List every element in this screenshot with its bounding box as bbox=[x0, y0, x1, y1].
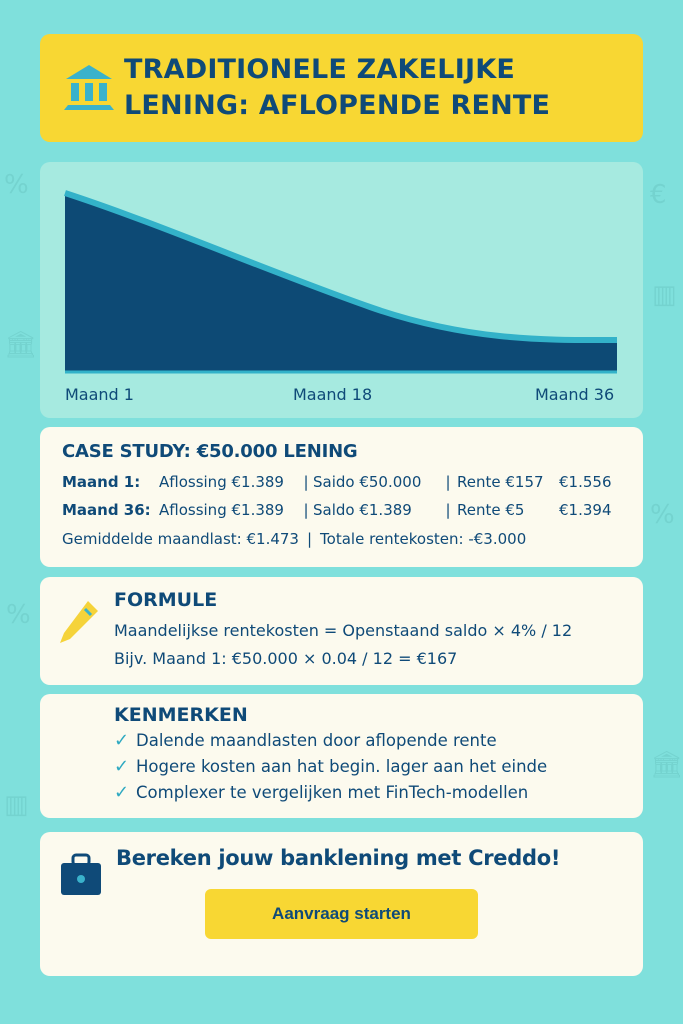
total-interest-cost: Totale rentekosten: -€3.000 bbox=[320, 530, 527, 548]
saldo-value: Saido €50.000 bbox=[313, 473, 422, 491]
separator: | bbox=[303, 473, 309, 491]
row-label: Maand 1: bbox=[62, 473, 141, 491]
case-row-month-36 bbox=[62, 496, 643, 524]
average-monthly-cost: Gemiddelde maandlast: €1.473 bbox=[62, 530, 299, 548]
background-decoration-icon: ▥ bbox=[4, 790, 29, 820]
x-tick-label: Maand 36 bbox=[535, 385, 615, 404]
pencil-icon bbox=[58, 599, 100, 645]
separator: | bbox=[445, 501, 451, 519]
cta-card bbox=[40, 832, 643, 976]
formula-line: Maandelijkse rentekosten = Openstaand saldo × 4% / 12 bbox=[114, 621, 573, 640]
rente-value: Rente €5 bbox=[457, 501, 525, 519]
feature-text: Complexer te vergelijken met FinTech-modellen bbox=[136, 783, 529, 802]
check-icon: ✓ bbox=[114, 756, 130, 777]
aflossing-value: Aflossing €1.389 bbox=[159, 501, 284, 519]
formula-example: Bijv. Maand 1: €50.000 × 0.04 / 12 = €167 bbox=[114, 649, 458, 668]
area-chart bbox=[40, 162, 643, 418]
case-summary bbox=[62, 524, 643, 554]
background-decoration-icon: % bbox=[6, 600, 31, 630]
total-value: €1.556 bbox=[559, 473, 612, 491]
start-application-button[interactable]: Aanvraag starten bbox=[205, 889, 478, 939]
check-icon: ✓ bbox=[114, 782, 130, 803]
title-line-1: TRADITIONELE ZAKELIJKE bbox=[124, 54, 515, 85]
row-label: Maand 36: bbox=[62, 501, 151, 519]
background-decoration-icon: % bbox=[650, 500, 675, 530]
feature-text: Dalende maandlasten door aflopende rente bbox=[136, 731, 497, 750]
rente-value: Rente €157 bbox=[457, 473, 544, 491]
feature-text: Hogere kosten aan hat begin. lager aan het einde bbox=[136, 757, 548, 776]
total-value: €1.394 bbox=[559, 501, 612, 519]
briefcase-icon bbox=[60, 852, 102, 896]
formula-card bbox=[40, 577, 643, 685]
formula-title: FORMULE bbox=[114, 589, 218, 611]
header-banner bbox=[40, 34, 643, 142]
case-study-card bbox=[40, 427, 643, 567]
case-row-month-1 bbox=[62, 468, 643, 496]
check-icon: ✓ bbox=[114, 730, 130, 751]
page-title bbox=[124, 52, 550, 124]
background-decoration-icon: % bbox=[4, 170, 29, 200]
aflossing-value: Aflossing €1.389 bbox=[159, 473, 284, 491]
feature-item bbox=[114, 754, 547, 780]
feature-item bbox=[114, 780, 547, 806]
separator: | bbox=[306, 530, 313, 548]
x-tick-label: Maand 1 bbox=[65, 385, 134, 404]
feature-item bbox=[114, 728, 547, 754]
case-study-title: CASE STUDY: €50.000 LENING bbox=[62, 441, 358, 462]
chart-area-plot bbox=[40, 162, 643, 418]
title-line-2: LENING: AFLOPENDE RENTE bbox=[124, 90, 551, 121]
separator: | bbox=[445, 473, 451, 491]
cta-title: Bereken jouw banklening met Creddo! bbox=[116, 846, 561, 870]
background-decoration-icon: 🏛 bbox=[650, 750, 683, 780]
features-card bbox=[40, 694, 643, 818]
background-decoration-icon: ▥ bbox=[652, 280, 677, 310]
separator: | bbox=[303, 501, 309, 519]
x-tick-label: Maand 18 bbox=[293, 385, 373, 404]
background-decoration-icon: € bbox=[650, 180, 667, 210]
bank-icon bbox=[62, 61, 116, 115]
saldo-value: Saldo €1.389 bbox=[313, 501, 412, 519]
background-decoration-icon: 🏛 bbox=[4, 330, 38, 360]
features-title: KENMERKEN bbox=[114, 704, 248, 726]
